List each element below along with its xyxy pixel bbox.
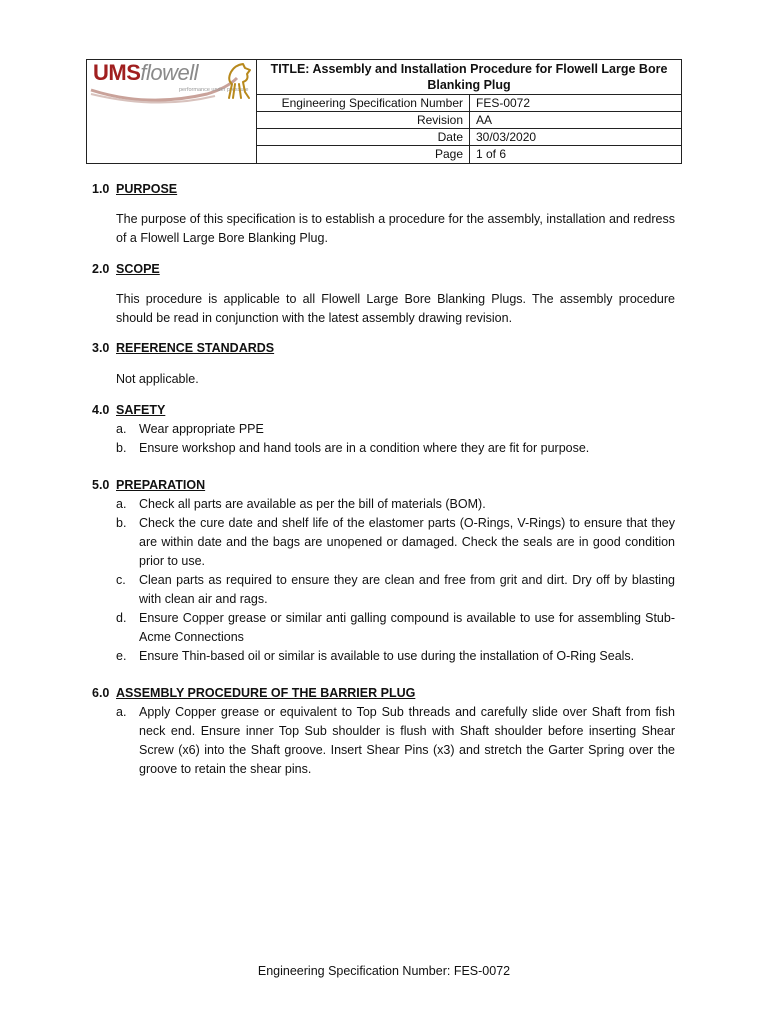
list-item: b. Ensure workshop and hand tools are in a condition where they are fit for purpose. bbox=[116, 441, 590, 455]
page-footer: Engineering Specification Number: FES-0072 bbox=[257, 964, 511, 978]
safety-list bbox=[92, 420, 675, 458]
list-item: a. Check all parts are available as per the bill of materials (BOM). bbox=[116, 497, 486, 511]
header-row-value: 1 of 6 bbox=[476, 147, 507, 162]
horse-icon bbox=[223, 62, 253, 102]
list-item: b. Check the cure date and shelf life of the elastomer parts (O-Rings, V-Rings) to ensure that they are within date and the bags are unopened or damaged. Check the seals are in good condition prior to use. bbox=[116, 516, 675, 568]
list-item: a. Apply Copper grease or equivalent to Top Sub threads and carefully slide over Shaft from fish neck end. Ensure inner Top Sub shoulder is flush with Shaft shoulder before inserting Shear Screw (x6) into the Shaft groove. Insert Shear Pins (x3) and stretch the Garter Spring over the groove to retain the shear pins. bbox=[116, 705, 675, 776]
section-heading-safety: 4.0 SAFETY bbox=[92, 403, 166, 417]
section-heading-preparation: 5.0 PREPARATION bbox=[92, 478, 206, 492]
header-row-key: Date bbox=[257, 129, 470, 145]
section-heading-assembly-procedure: 6.0 ASSEMBLY PROCEDURE OF THE BARRIER PLUG bbox=[92, 686, 416, 700]
section-heading-reference-standards: 3.0 REFERENCE STANDARDS bbox=[92, 341, 275, 355]
header-row-key: Revision bbox=[257, 112, 470, 128]
list-item: e. Ensure Thin-based oil or similar is available to use during the installation of O-Ring Seals. bbox=[116, 649, 635, 663]
document-body bbox=[92, 180, 675, 779]
header-row bbox=[257, 112, 681, 129]
list-item: a. Wear appropriate PPE bbox=[116, 422, 264, 436]
scope-text: This procedure is applicable to all Flowell Large Bore Blanking Plugs. The assembly procedure should be read in conjunction with the latest assembly drawing revision. bbox=[116, 292, 675, 325]
header-row-value: AA bbox=[476, 113, 493, 128]
preparation-list bbox=[92, 495, 675, 666]
list-item: d. Ensure Copper grease or similar anti galling compound is available to use for assembling Stub-Acme Connections bbox=[116, 611, 675, 644]
header-row bbox=[257, 129, 681, 146]
header-table bbox=[86, 59, 682, 164]
company-logo bbox=[87, 60, 257, 163]
header-row-key: Engineering Specification Number bbox=[257, 95, 470, 111]
reference-standards-text: Not applicable. bbox=[116, 372, 199, 386]
header-row-key: Page bbox=[257, 146, 470, 163]
header-row bbox=[257, 146, 681, 163]
header-row-value: 30/03/2020 bbox=[476, 130, 537, 145]
list-item: c. Clean parts as required to ensure they are clean and free from grit and dirt. Dry off by blasting with clean air and rags. bbox=[116, 573, 675, 606]
assembly-procedure-list bbox=[92, 703, 675, 779]
header-row bbox=[257, 95, 681, 112]
logo-wordmark: UMSflowell bbox=[93, 60, 199, 85]
document-title: TITLE: Assembly and Installation Procedure for Flowell Large Bore Blanking Plug bbox=[257, 60, 681, 95]
logo-tagline: performance under pressure bbox=[179, 87, 249, 93]
purpose-text: The purpose of this specification is to establish a procedure for the assembly, installation and redress of a Flowell Large Bore Blanking Plug. bbox=[116, 212, 675, 245]
section-heading-purpose: 1.0 PURPOSE bbox=[92, 182, 178, 196]
section-heading-scope: 2.0 SCOPE bbox=[92, 262, 160, 276]
header-fields bbox=[257, 60, 681, 163]
header-row-value: FES-0072 bbox=[476, 96, 531, 111]
